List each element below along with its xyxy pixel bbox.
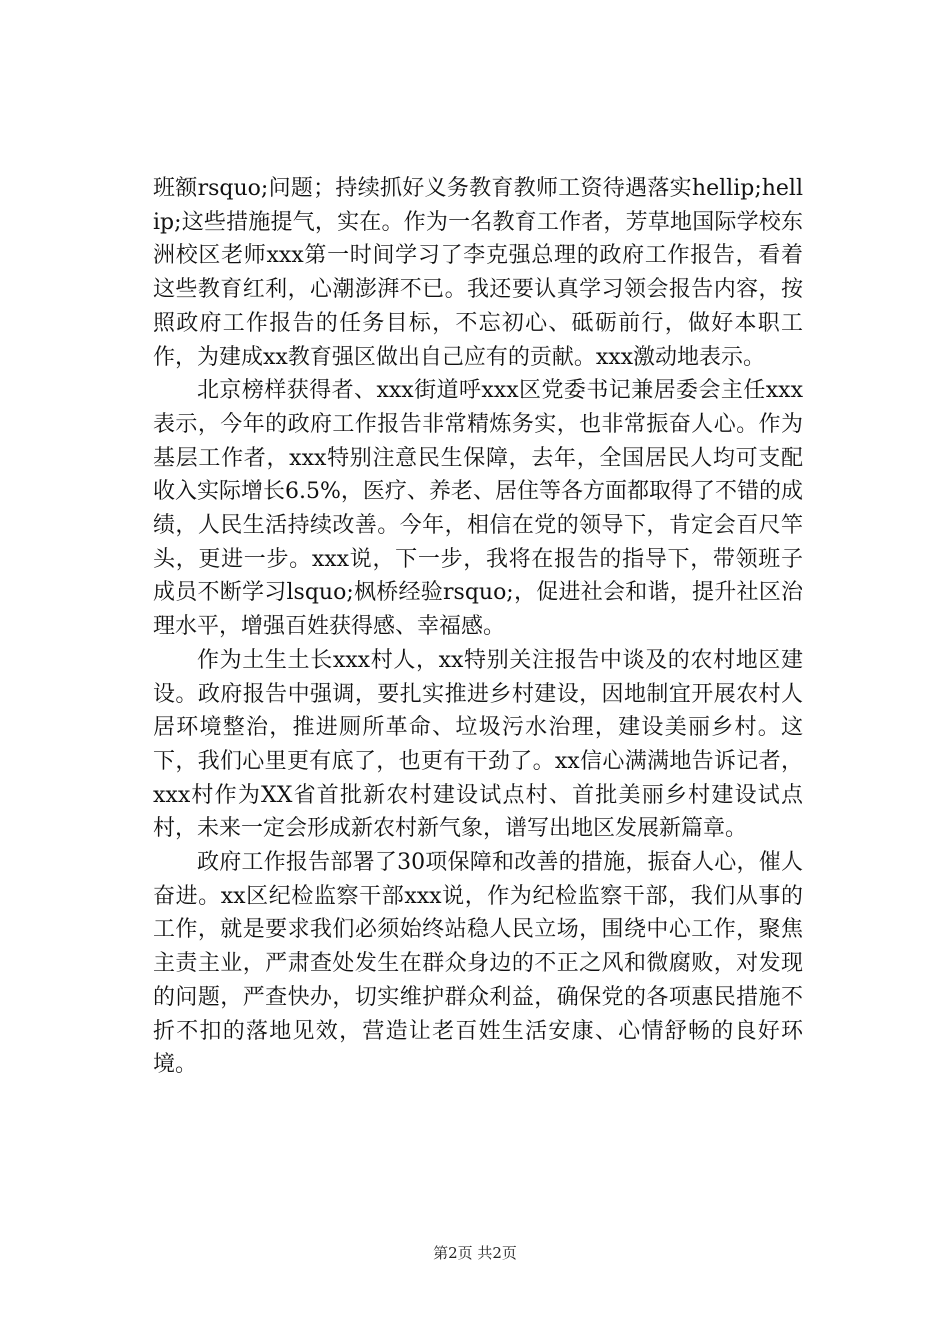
paragraph-4: 政府工作报告部署了30项保障和改善的措施，振奋人心，催人奋进。xx区纪检监察干部xxx说，作为纪检监察干部，我们从事的工作，就是要求我们必须始终站稳人民立场，围绕中心工作，聚焦主责主业，严肃查处发生在群众身边的不正之风和微腐败，对发现的问题，严查快办，切实维护群众利益，确保党的各项惠民措施不折不扣的落地见效，营造让老百姓生活安康、心情舒畅的良好环境。 (153, 850, 803, 1078)
paragraph-3: 作为土生土长xxx村人，xx特别关注报告中谈及的农村地区建设。政府报告中强调，要扎实推进乡村建设，因地制宜开展农村人居环境整治，推进厕所革命、垃圾污水治理，建设美丽乡村。这下，我们心里更有底了，也更有干劲了。xx信心满满地告诉记者，xxx村作为XX省首批新农村建设试点村、首批美丽乡村建设试点村，未来一定会形成新农村新气象，谱写出地区发展新篇章。 (153, 647, 803, 842)
paragraph-1: 班额rsquo;问题；持续抓好义务教育教师工资待遇落实hellip;hellip;这些措施提气，实在。作为一名教育工作者，芳草地国际学校东洲校区老师xxx第一时间学习了李克强总理的政府工作报告，看着这些教育红利，心潮澎湃不已。我还要认真学习领会报告内容，按照政府工作报告的任务目标，不忘初心、砥砺前行，做好本职工作，为建成xx教育强区做出自己应有的贡献。xxx激动地表示。 (153, 176, 803, 370)
paragraph-2: 北京榜样获得者、xxx街道呼xxx区党委书记兼居委会主任xxx表示，今年的政府工作报告非常精炼务实，也非常振奋人心。作为基层工作者，xxx特别注意民生保障，去年，全国居民人均可支配收入实际增长6.5%，医疗、养老、居住等各方面都取得了不错的成绩，人民生活持续改善。今年，相信在党的领导下，肯定会百尺竿头，更进一步。xxx说，下一步，我将在报告的指导下，带领班子成员不断学习lsquo;枫桥经验rsquo;，促进社会和谐，提升社区治理水平，增强百姓获得感、幸福感。 (153, 378, 803, 640)
page-footer: 第2页 共2页 (433, 1244, 517, 1262)
body-text (153, 172, 803, 1082)
